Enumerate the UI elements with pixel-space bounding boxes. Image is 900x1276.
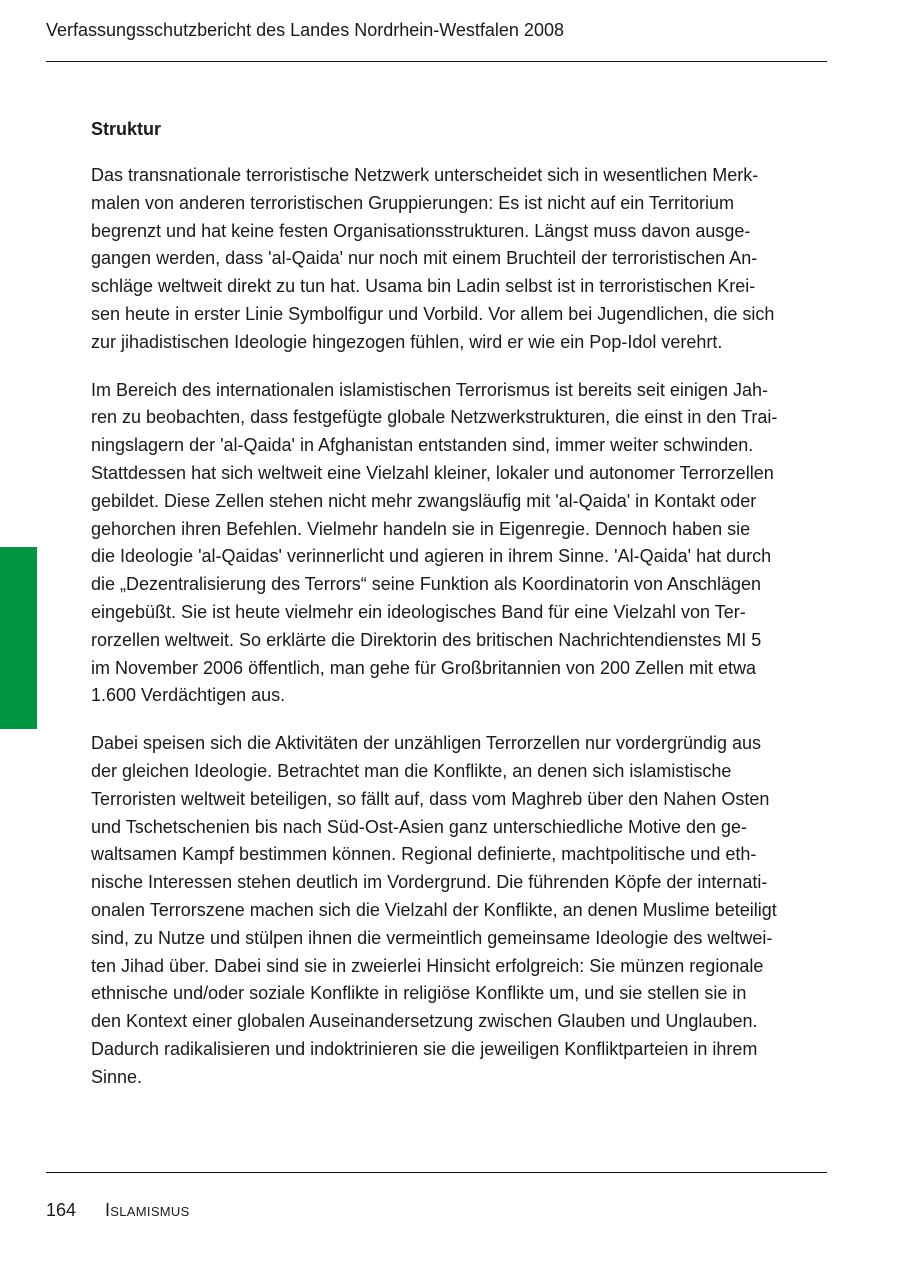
main-content xyxy=(91,116,827,1112)
text-line: schläge weltweit direkt zu tun hat. Usama bin Ladin selbst ist in terroristischen Krei- xyxy=(91,276,756,297)
page-number: 164 xyxy=(46,1200,77,1220)
text-line: Dadurch radikalisieren und indoktrinieren sie die jeweiligen Konfliktparteien in ihrem xyxy=(91,1038,758,1059)
text-line: Das transnationale terroristische Netzwerk unterscheidet sich in wesentlichen Merk- xyxy=(91,165,759,185)
paragraph-3 xyxy=(91,730,827,1091)
footer-rule xyxy=(46,1172,827,1173)
text-line: Dabei speisen sich die Aktivitäten der unzähligen Terrorzellen nur vordergründig aus xyxy=(91,733,762,754)
text-line: sind, zu Nutze und stülpen ihnen die vermeintlich gemeinsame Ideologie des weltwei- xyxy=(91,927,773,948)
text-line: die Ideologie 'al-Qaidas' verinnerlicht und agieren in ihrem Sinne. 'Al-Qaida' hat durch xyxy=(91,546,772,567)
text-line: Sinne. xyxy=(91,1066,143,1087)
text-line: Stattdessen hat sich weltweit eine Vielzahl kleiner, lokaler und autonomer Terrorzellen xyxy=(91,462,774,483)
text-line: im November 2006 öffentlich, man gehe für Großbritannien von 200 Zellen mit etwa xyxy=(91,657,757,678)
text-line: 1.600 Verdächtigen aus. xyxy=(91,685,286,706)
text-line: onalen Terrorszene machen sich die Vielzahl der Konflikte, an denen Muslime beteiligt xyxy=(91,899,777,920)
text-line: der gleichen Ideologie. Betrachtet man die Konflikte, an denen sich islamistische xyxy=(91,760,732,781)
text-line: zur jihadistischen Ideologie hingezogen fühlen, wird er wie ein Pop-Idol verehrt. xyxy=(91,331,723,352)
text-line: gehorchen ihren Befehlen. Vielmehr handeln sie in Eigenregie. Dennoch haben sie xyxy=(91,518,751,539)
header-rule xyxy=(46,61,827,62)
text-line: Terroristen weltweit beteiligen, so fällt auf, dass vom Maghreb über den Nahen Osten xyxy=(91,788,770,809)
paragraph-1 xyxy=(91,162,827,357)
text-line: malen von anderen terroristischen Gruppierungen: Es ist nicht auf ein Territorium xyxy=(91,192,734,213)
text-line: eingebüßt. Sie ist heute vielmehr ein ideologisches Band für eine Vielzahl von Ter- xyxy=(91,601,746,622)
text-line: und Tschetschenien bis nach Süd-Ost-Asien ganz unterschiedliche Motive den ge- xyxy=(91,816,748,837)
paragraph-2 xyxy=(91,377,827,711)
text-line: ethnische und/oder soziale Konflikte in religiöse Konflikte um, und sie stellen sie in xyxy=(91,983,747,1004)
text-line: rorzellen weltweit. So erklärte die Direktorin des britischen Nachrichtendienstes MI 5 xyxy=(91,629,762,650)
text-line: den Kontext einer globalen Auseinandersetzung zwischen Glauben und Unglauben. xyxy=(91,1011,758,1032)
text-line: ten Jihad über. Dabei sind sie in zweierlei Hinsicht erfolgreich: Sie münzen regionale xyxy=(91,955,764,976)
text-line: waltsamen Kampf bestimmen können. Regional definierte, machtpolitische und eth- xyxy=(91,844,757,865)
footer-section-name: Islamismus xyxy=(105,1200,190,1220)
text-line: sen heute in erster Linie Symbolfigur und Vorbild. Vor allem bei Jugendlichen, die sich xyxy=(91,303,775,324)
text-line: ningslagern der 'al-Qaida' in Afghanistan entstanden sind, immer weiter schwinden. xyxy=(91,435,754,456)
text-line: gebildet. Diese Zellen stehen nicht mehr zwangsläufig mit 'al-Qaida' in Kontakt oder xyxy=(91,490,757,511)
text-line: gangen werden, dass 'al-Qaida' nur noch mit einem Bruchteil der terroristischen An- xyxy=(91,248,758,269)
text-line: ren zu beobachten, dass festgefügte globale Netzwerkstrukturen, die einst in den Trai- xyxy=(91,407,778,428)
text-line: Im Bereich des internationalen islamistischen Terrorismus ist bereits seit einigen Jah- xyxy=(91,379,768,400)
text-line: nische Interessen stehen deutlich im Vordergrund. Die führenden Köpfe der internati- xyxy=(91,872,768,893)
running-header: Verfassungsschutzbericht des Landes Nordrhein-Westfalen 2008 xyxy=(46,20,564,40)
text-line: begrenzt und hat keine festen Organisationsstrukturen. Längst muss davon ausge- xyxy=(91,220,751,241)
chapter-side-tab xyxy=(0,547,37,729)
text-line: die „Dezentralisierung des Terrors“ seine Funktion als Koordinatorin von Anschlägen xyxy=(91,574,762,595)
section-heading: Struktur xyxy=(91,119,162,139)
